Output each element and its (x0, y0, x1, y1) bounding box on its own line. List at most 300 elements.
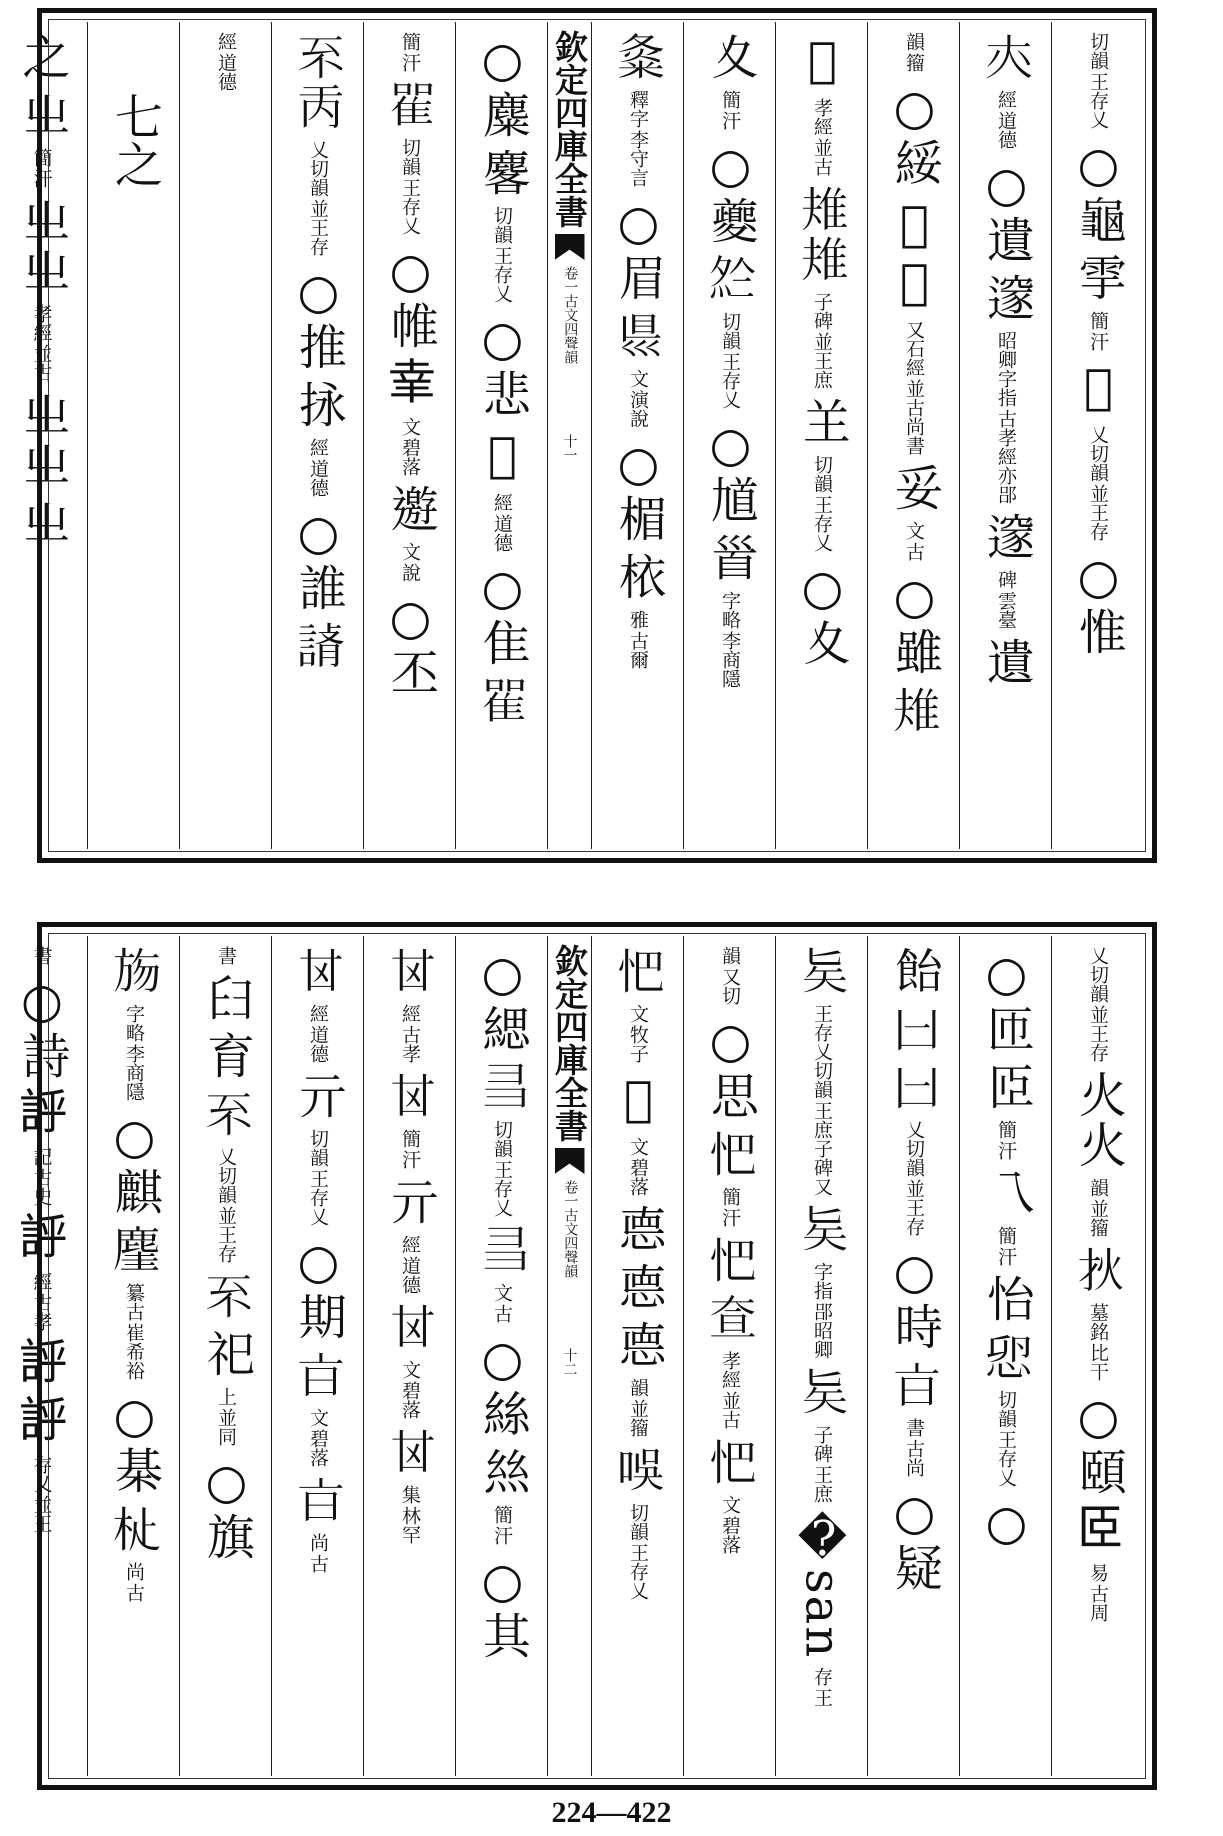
source-note (307, 140, 328, 256)
note-line: 王存乂 (490, 246, 513, 303)
glyph-entry (610, 1320, 667, 1370)
seal-glyph: 𪊲 (474, 148, 531, 198)
source-note (903, 1120, 924, 1236)
glyph-entry (13, 498, 70, 548)
seal-glyph: �san (794, 1511, 851, 1660)
book-title: 欽定四庫全書 (550, 944, 589, 1142)
center-band (550, 942, 589, 1376)
source-note (31, 304, 52, 382)
note-line: 釋字 (626, 90, 649, 128)
note-line: 道德 (490, 514, 513, 552)
source-note (1087, 946, 1108, 1062)
source-note (719, 1351, 740, 1429)
glyph-entry (290, 32, 347, 132)
text-column (87, 936, 179, 1776)
note-line: 字略 (122, 1004, 145, 1042)
seal-glyph: 𦥑 (198, 973, 255, 1023)
glyph-entry (474, 1447, 531, 1497)
seal-glyph: 遺 (978, 637, 1035, 687)
glyph-entry (886, 463, 943, 513)
note-line: 並王存 (214, 1206, 237, 1263)
glyph-entry (702, 1013, 759, 1121)
seal-glyph: 飴 (886, 946, 943, 996)
note-line: 子碑 (810, 292, 833, 330)
seal-glyph: 𤆎 (1070, 1245, 1127, 1295)
source-note (491, 1120, 512, 1217)
glyph-entry (290, 1475, 347, 1525)
glyph-entry (794, 560, 851, 668)
text-column (959, 22, 1051, 849)
glyph-entry (290, 380, 347, 430)
source-note (31, 946, 52, 965)
note-line: 字略 (718, 591, 741, 629)
seal-glyph: 乁 (978, 1168, 1035, 1218)
note-line: 經 (398, 1004, 421, 1023)
source-note (123, 1004, 144, 1101)
note-line: 簡 (490, 1505, 513, 1524)
seal-glyph: ○旗 (198, 1454, 255, 1562)
seal-glyph: 𢗌 (702, 1235, 759, 1285)
glyph-entry (106, 1388, 163, 1496)
glyph-entry (474, 32, 531, 140)
source-note (627, 1378, 648, 1437)
glyph-entry (702, 254, 759, 304)
seal-glyph: 𠤕 (794, 1204, 851, 1254)
fishtail-mark (555, 234, 585, 260)
note-line: 經 (30, 1272, 53, 1291)
note-line: 切韻 (1086, 32, 1109, 70)
seal-glyph: 𨾚 (886, 685, 943, 735)
seal-glyph: 𢗌 (610, 946, 667, 996)
work-title: 古文四聲韻 (562, 1208, 579, 1278)
glyph-entry (382, 484, 439, 534)
note-line: 並王存 (306, 199, 329, 256)
bottom-columns (13, 936, 1143, 1776)
glyph-entry (382, 80, 439, 130)
glyph-entry (382, 1302, 439, 1352)
note-line: 王存乂 (810, 495, 833, 552)
glyph-entry (702, 533, 759, 583)
note-line: 雅 (626, 610, 649, 629)
glyph-entry (978, 32, 1035, 82)
seal-glyph: 𧦝 (13, 1339, 70, 1389)
glyph-entry (610, 311, 667, 361)
glyph-entry (794, 397, 851, 447)
note-line: 書 (214, 946, 237, 965)
note-line: 汗 (398, 1150, 421, 1169)
seal-glyph: 𧦝 (13, 1089, 70, 1139)
source-note (719, 312, 740, 409)
source-note (399, 138, 420, 235)
seal-glyph: 𢗌 (702, 1129, 759, 1179)
seal-glyph: 𧦝 (13, 1214, 70, 1264)
note-line: 韻 (1086, 1178, 1109, 1197)
note-line: 文 (490, 1283, 513, 1302)
glyph-entry (290, 621, 347, 671)
glyph-entry (886, 1360, 943, 1410)
note-line: 簡 (718, 1187, 741, 1206)
note-line: 汗 (718, 1208, 741, 1227)
glyph-entry (13, 32, 70, 82)
leaf-number: 十一 (561, 434, 578, 462)
note-line: 碧落 (306, 1429, 329, 1467)
glyph-entry (978, 1168, 1035, 1218)
text-column (591, 22, 683, 849)
glyph-entry (794, 946, 851, 996)
note-line: 古周 (1086, 1584, 1109, 1622)
note-line: 尚 (122, 1562, 145, 1581)
glyph-entry (1070, 549, 1127, 657)
note-line: 墓銘 (1086, 1303, 1109, 1341)
volume-label: 卷一 (562, 266, 579, 294)
note-line: 並王 (30, 1495, 53, 1533)
note-line: 王存乂 (626, 1543, 649, 1600)
seal-glyph: ○麋 (474, 32, 531, 140)
fishtail-mark (555, 1148, 585, 1174)
glyph-entry (610, 32, 667, 82)
glyph-entry (1070, 253, 1127, 303)
note-line: 切韻 (398, 138, 421, 176)
note-line: 道德 (306, 1025, 329, 1063)
note-line: 古孝 (30, 1293, 53, 1331)
glyph-entry (1070, 1389, 1127, 1497)
source-note (995, 1120, 1016, 1160)
seal-glyph: ○時 (886, 1244, 943, 1352)
seal-glyph: ○綏 (886, 80, 943, 188)
glyph-entry (702, 1235, 759, 1285)
seal-glyph: 𡗕 (978, 32, 1035, 82)
glyph-entry (610, 1262, 667, 1312)
work-title: 古文四聲韻 (562, 294, 579, 364)
note-line: 簡 (1086, 311, 1109, 330)
seal-glyph: 育 (198, 1031, 255, 1081)
source-note (627, 369, 648, 428)
page-number: 224—422 (551, 1796, 672, 1829)
source-note (399, 1485, 420, 1544)
glyph-entry (978, 1332, 1035, 1382)
note-line: 王庶子碑又 (810, 1101, 833, 1196)
glyph-entry (610, 946, 667, 996)
glyph-entry (702, 32, 759, 82)
glyph-entry (886, 196, 943, 312)
seal-glyph: 𠙵 (886, 1062, 943, 1112)
seal-glyph: 𣐿 (610, 552, 667, 602)
source-note (811, 98, 832, 176)
seal-glyph: ○絲 (474, 1331, 531, 1439)
glyph-entry (610, 552, 667, 602)
note-line: 又切 (718, 967, 741, 1005)
seal-glyph: 𦄈𦄉 (886, 196, 943, 312)
text-column (179, 936, 271, 1776)
text-column (1051, 936, 1143, 1776)
glyph-entry (474, 1225, 531, 1275)
note-line: 古 (122, 1583, 145, 1602)
note-line: 並王存 (1086, 484, 1109, 541)
seal-glyph: ○其 (474, 1553, 531, 1661)
note-line: 易 (1086, 1563, 1109, 1582)
seal-glyph: 𣃦 (106, 946, 163, 996)
text-column (87, 22, 179, 849)
note-line: 道德 (398, 1256, 421, 1294)
source-note (627, 610, 648, 669)
note-line: 並同 (214, 1408, 237, 1446)
glyph-entry (1070, 1505, 1127, 1555)
source-note (811, 1004, 832, 1196)
seal-glyph: ○夊 (794, 560, 851, 668)
seal-glyph: 火火 (1070, 1070, 1127, 1170)
seal-glyph: 𢫕 (290, 380, 347, 430)
seal-glyph: 𨾚𨾚 (794, 184, 851, 284)
seal-glyph: 𨗉 (978, 512, 1035, 562)
source-note (399, 417, 420, 476)
seal-glyph: 𥄉 (610, 311, 667, 361)
glyph-entry (794, 32, 851, 90)
text-column (0, 22, 87, 849)
source-note (215, 1147, 236, 1263)
source-note (31, 1147, 52, 1206)
book-title: 欽定四庫全書 (550, 30, 589, 228)
note-line: 碑 (994, 570, 1017, 589)
note-line: 王存乂 (398, 178, 421, 235)
source-note (399, 1004, 420, 1063)
note-line: 孝經 (810, 98, 833, 136)
note-line: 汗 (994, 1247, 1017, 1266)
note-line: 碧落 (626, 1158, 649, 1196)
seal-glyph: 𡖗 (702, 254, 759, 304)
seal-glyph: 𨗉 (978, 273, 1035, 323)
source-note (31, 1455, 52, 1533)
source-note (719, 1187, 740, 1227)
source-note (491, 493, 512, 552)
note-line: 存乂 (30, 1455, 53, 1493)
seal-glyph: 𠀚 (198, 1089, 255, 1139)
text-column (547, 22, 591, 849)
note-line: 崔希裕 (122, 1323, 145, 1380)
glyph-entry (886, 569, 943, 677)
source-note (811, 1262, 832, 1359)
note-line: 書 (30, 946, 53, 965)
text-column (1051, 22, 1143, 849)
glyph-entry (702, 417, 759, 525)
text-column (455, 22, 547, 849)
glyph-entry (978, 1495, 1035, 1553)
note-line: 王存乂 (718, 352, 741, 409)
seal-glyph: 𡕊 (794, 32, 851, 90)
seal-glyph: ○龜 (1070, 137, 1127, 245)
note-line: 經 (398, 1235, 421, 1254)
note-line: 汗 (490, 1526, 513, 1545)
glyph-entry (106, 1225, 163, 1275)
glyph-entry (13, 1397, 70, 1447)
note-line: 李商隱 (122, 1044, 145, 1101)
glyph-entry (702, 1129, 759, 1179)
glyph-entry (610, 1071, 667, 1129)
glyph-entry (290, 264, 347, 372)
note-line: 並籀 (1086, 1199, 1109, 1237)
seal-glyph: ○匝 (978, 946, 1035, 1054)
source-note (307, 1408, 328, 1467)
note-line: 李商隱 (718, 631, 741, 688)
note-line: 碧落 (398, 1381, 421, 1419)
text-column (547, 936, 591, 1776)
seal-glyph: 祀 (198, 1329, 255, 1379)
source-note (1087, 32, 1108, 129)
source-note (627, 1137, 648, 1196)
glyph-entry (382, 1177, 439, 1227)
glyph-entry (198, 1089, 255, 1139)
top-page (13, 8, 1157, 863)
seal-glyph: ○思 (702, 1013, 759, 1121)
seal-glyph: ○詩 (13, 973, 70, 1081)
glyph-entry (290, 1234, 347, 1342)
glyph-entry (106, 946, 163, 996)
seal-glyph: 𢑑 (474, 1062, 531, 1112)
seal-glyph: 㞢㞢 (13, 390, 70, 490)
note-line: 文 (398, 417, 421, 436)
note-line: 書 (902, 1418, 925, 1437)
text-column (363, 22, 455, 849)
seal-glyph: 𩠐 (702, 533, 759, 583)
note-line: 並古 (810, 138, 833, 176)
glyph-entry (290, 505, 347, 613)
glyph-entry (13, 1214, 70, 1264)
note-line: 簡 (398, 1129, 421, 1148)
source-note (491, 1505, 512, 1545)
seal-glyph: 㞢 (13, 498, 70, 548)
glyph-entry (13, 1089, 70, 1139)
note-line: 郘昭卿 (810, 1302, 833, 1359)
glyph-entry (382, 1427, 439, 1477)
seal-glyph: 𨾴 (382, 80, 439, 130)
seal-glyph: ○丕 (382, 590, 439, 698)
note-line: 文 (902, 521, 925, 540)
source-note (123, 1283, 144, 1380)
glyph-entry (702, 1437, 759, 1487)
text-column (0, 936, 87, 1776)
seal-glyph: ○麒 (106, 1109, 163, 1217)
note-line: 王庶 (810, 1465, 833, 1503)
glyph-entry (978, 637, 1035, 687)
seal-glyph: ○緦 (474, 946, 531, 1054)
source-note (719, 591, 740, 688)
glyph-entry (978, 1062, 1035, 1112)
note-line: 王存乂 (1086, 72, 1109, 129)
seal-glyph: 𠀚𠀛 (290, 32, 347, 132)
rhyme-heading: 七之 (106, 92, 163, 188)
glyph-entry (702, 138, 759, 246)
note-line: 汗 (398, 53, 421, 72)
note-line: 簡 (30, 148, 53, 167)
note-line: 古 (902, 542, 925, 561)
text-column (867, 936, 959, 1776)
glyph-entry (610, 195, 667, 303)
source-note (811, 1425, 832, 1503)
glyph-entry (290, 1071, 347, 1121)
glyph-entry (382, 590, 439, 698)
note-line: 經 (306, 438, 329, 457)
seal-glyph: 𦍒 (382, 359, 439, 409)
seal-glyph: 𠀠 (382, 946, 439, 996)
text-column (683, 936, 775, 1776)
glyph-entry (13, 390, 70, 490)
note-line: 上 (214, 1387, 237, 1406)
source-note (627, 1004, 648, 1063)
glyph-entry (474, 1062, 531, 1112)
note-line: 比干 (1086, 1343, 1109, 1381)
top-columns (13, 22, 1143, 849)
note-line: 並王存 (1086, 1005, 1109, 1062)
note-line: 又石經 (902, 320, 925, 377)
seal-glyph: 𣏡 (106, 1504, 163, 1554)
note-line: 子碑 (810, 1425, 833, 1463)
seal-glyph: 𣅀 (886, 1360, 943, 1410)
source-note (995, 1390, 1016, 1487)
note-line: 王存乂 (994, 1430, 1017, 1487)
source-note (719, 1495, 740, 1554)
seal-glyph: 𦣝 (978, 1062, 1035, 1112)
seal-glyph: 㞢 (13, 90, 70, 140)
note-line: 經 (490, 493, 513, 512)
glyph-entry (702, 1293, 759, 1343)
seal-glyph: 𠀠 (382, 1071, 439, 1121)
note-line: 切韻 (810, 455, 833, 493)
source-note (811, 1667, 832, 1707)
seal-glyph: 𠀠 (382, 1302, 439, 1352)
note-line: 切韻 (994, 1390, 1017, 1428)
glyph-entry (794, 1367, 851, 1417)
source-note (1087, 425, 1108, 541)
source-note (719, 90, 740, 130)
glyph-entry (382, 243, 439, 351)
seal-glyph: ○夔 (702, 138, 759, 246)
seal-glyph: 𣅀 (290, 1475, 347, 1525)
seal-glyph: 之 (13, 32, 70, 82)
glyph-entry (978, 157, 1035, 265)
glyph-entry (13, 973, 70, 1081)
volume-label: 卷一 (562, 1180, 579, 1208)
source-note (399, 1360, 420, 1419)
glyph-entry (13, 90, 70, 140)
note-line: 文 (626, 1004, 649, 1023)
source-note (491, 1283, 512, 1323)
note-line: 孝經 (30, 304, 53, 342)
note-line: 存 (810, 1667, 833, 1687)
source-note (995, 90, 1016, 149)
text-column (363, 936, 455, 1776)
glyph-entry (886, 80, 943, 188)
seal-glyph: 𪊧 (106, 1225, 163, 1275)
seal-glyph: ○隹 (474, 560, 531, 668)
text-column (455, 936, 547, 1776)
seal-glyph: 𦍌 (794, 397, 851, 447)
text-column (775, 936, 867, 1776)
note-line: 記 (30, 1147, 53, 1166)
seal-glyph: ○推 (290, 264, 347, 372)
glyph-entry (474, 946, 531, 1054)
note-line: 簡 (994, 1226, 1017, 1245)
glyph-entry (610, 1445, 667, 1495)
seal-glyph: 𦣞 (1070, 1505, 1127, 1555)
source-note (307, 438, 328, 497)
note-line: 文 (626, 369, 649, 388)
note-line: 王存乂 (490, 1160, 513, 1217)
glyph-entry (794, 1204, 851, 1254)
glyph-entry (198, 1031, 255, 1081)
seal-glyph: 𨘋 (382, 484, 439, 534)
note-line: 簡 (994, 1120, 1017, 1139)
note-line: 並古尚書 (902, 379, 925, 455)
seal-glyph: ○帷 (382, 243, 439, 351)
